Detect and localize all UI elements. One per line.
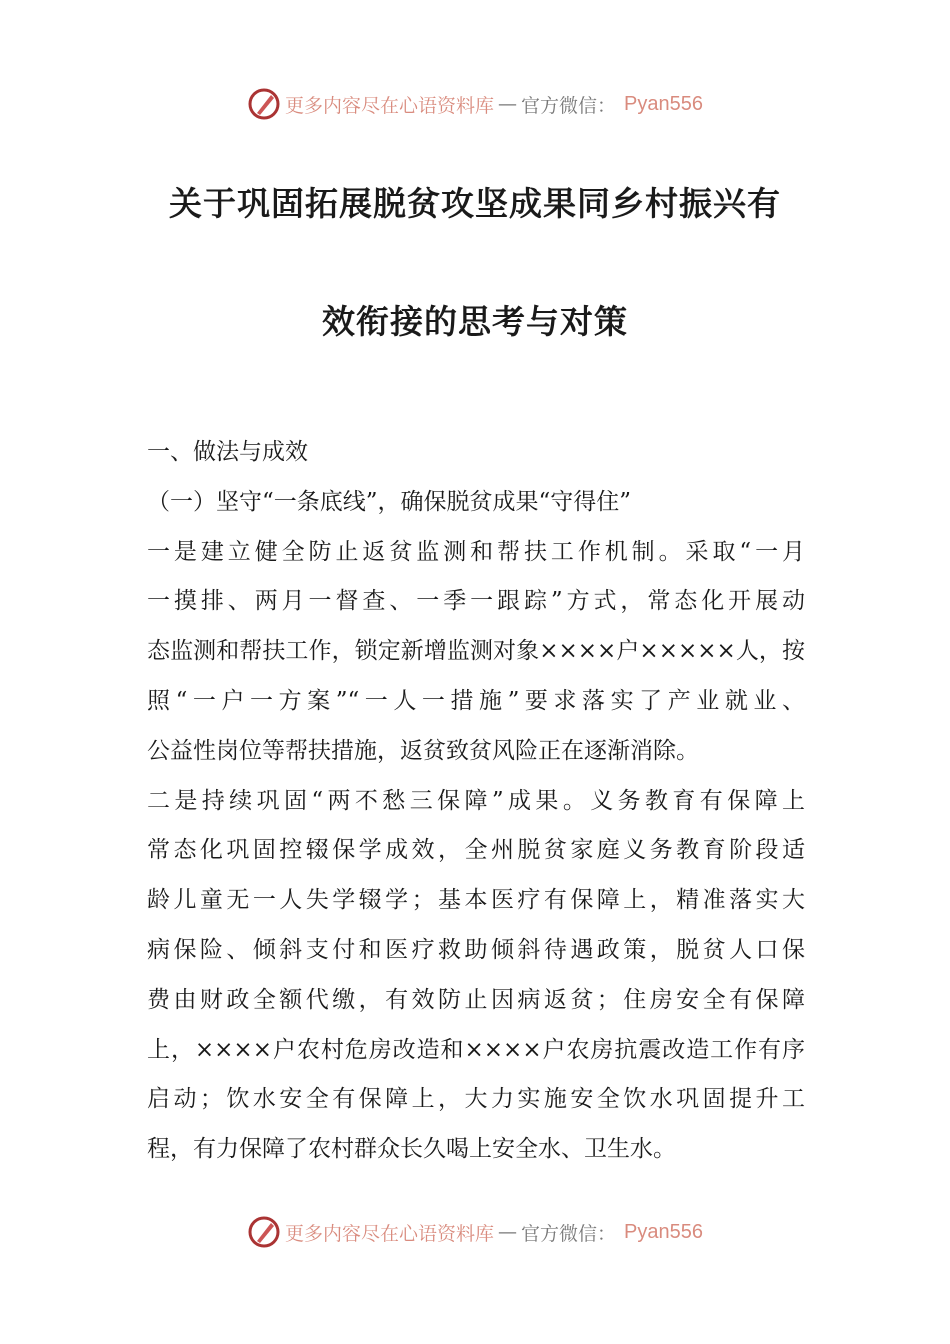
watermark-site: 更多内容尽在心语资料库	[285, 1222, 495, 1245]
section-heading: 一、做法与成效	[147, 439, 308, 465]
watermark-official: 官方微信：	[521, 1222, 617, 1245]
watermark-site: 更多内容尽在心语资料库	[285, 94, 495, 117]
text-line: 照“一户一方案”“一人一措施”要求落实了产业就业、	[147, 687, 805, 714]
text-line: 上，××××户农村危房改造和××××户农房抗震改造工作有序	[147, 1036, 805, 1063]
pen-logo-icon	[247, 87, 281, 121]
text-line: 常态化巩固控辍保学成效，全州脱贫家庭义务教育阶段适	[147, 837, 805, 864]
watermark-sep: —	[498, 1221, 518, 1243]
doc-title-line-1: 关于巩固拓展脱贫攻坚成果同乡村振兴有	[169, 184, 781, 223]
watermark-header	[0, 84, 950, 124]
subsection-heading: （一）坚守“一条底线”，确保脱贫成果“守得住”	[147, 488, 632, 515]
text-line: 二是持续巩固“两不愁三保障”成果。义务教育有保障上	[147, 787, 805, 814]
watermark-wechat: Pyan556	[624, 92, 703, 115]
pen-logo-icon	[247, 1215, 281, 1249]
text-line: 龄儿童无一人失学辍学；基本医疗有保障上，精准落实大	[147, 887, 805, 914]
text-line: 病保险、倾斜支付和医疗救助倾斜待遇政策，脱贫人口保	[147, 936, 805, 963]
paragraph-1	[147, 528, 805, 777]
text-line: 费由财政全额代缴，有效防止因病返贫；住房安全有保障	[147, 986, 805, 1013]
watermark-official: 官方微信：	[521, 94, 617, 117]
text-line: 一是建立健全防止返贫监测和帮扶工作机制。采取“一月	[147, 538, 805, 565]
paragraph-2	[147, 777, 805, 1175]
watermark-footer	[0, 1212, 950, 1252]
text-line: 程，有力保障了农村群众长久喝上安全水、卫生水。	[147, 1136, 676, 1163]
text-line: 态监测和帮扶工作，锁定新增监测对象××××户×××××人，按	[147, 638, 805, 665]
text-line: 一摸排、两月一督查、一季一跟踪”方式，常态化开展动	[147, 588, 805, 615]
watermark-sep: —	[498, 93, 518, 115]
text-line: 启动；饮水安全有保障上，大力实施安全饮水巩固提升工	[147, 1086, 805, 1113]
text-line: 公益性岗位等帮扶措施，返贫致贫风险正在逐渐消除。	[147, 737, 699, 764]
doc-title-line-2: 效衔接的思考与对策	[322, 302, 628, 341]
doc-body	[147, 428, 805, 1175]
watermark-wechat: Pyan556	[624, 1220, 703, 1243]
